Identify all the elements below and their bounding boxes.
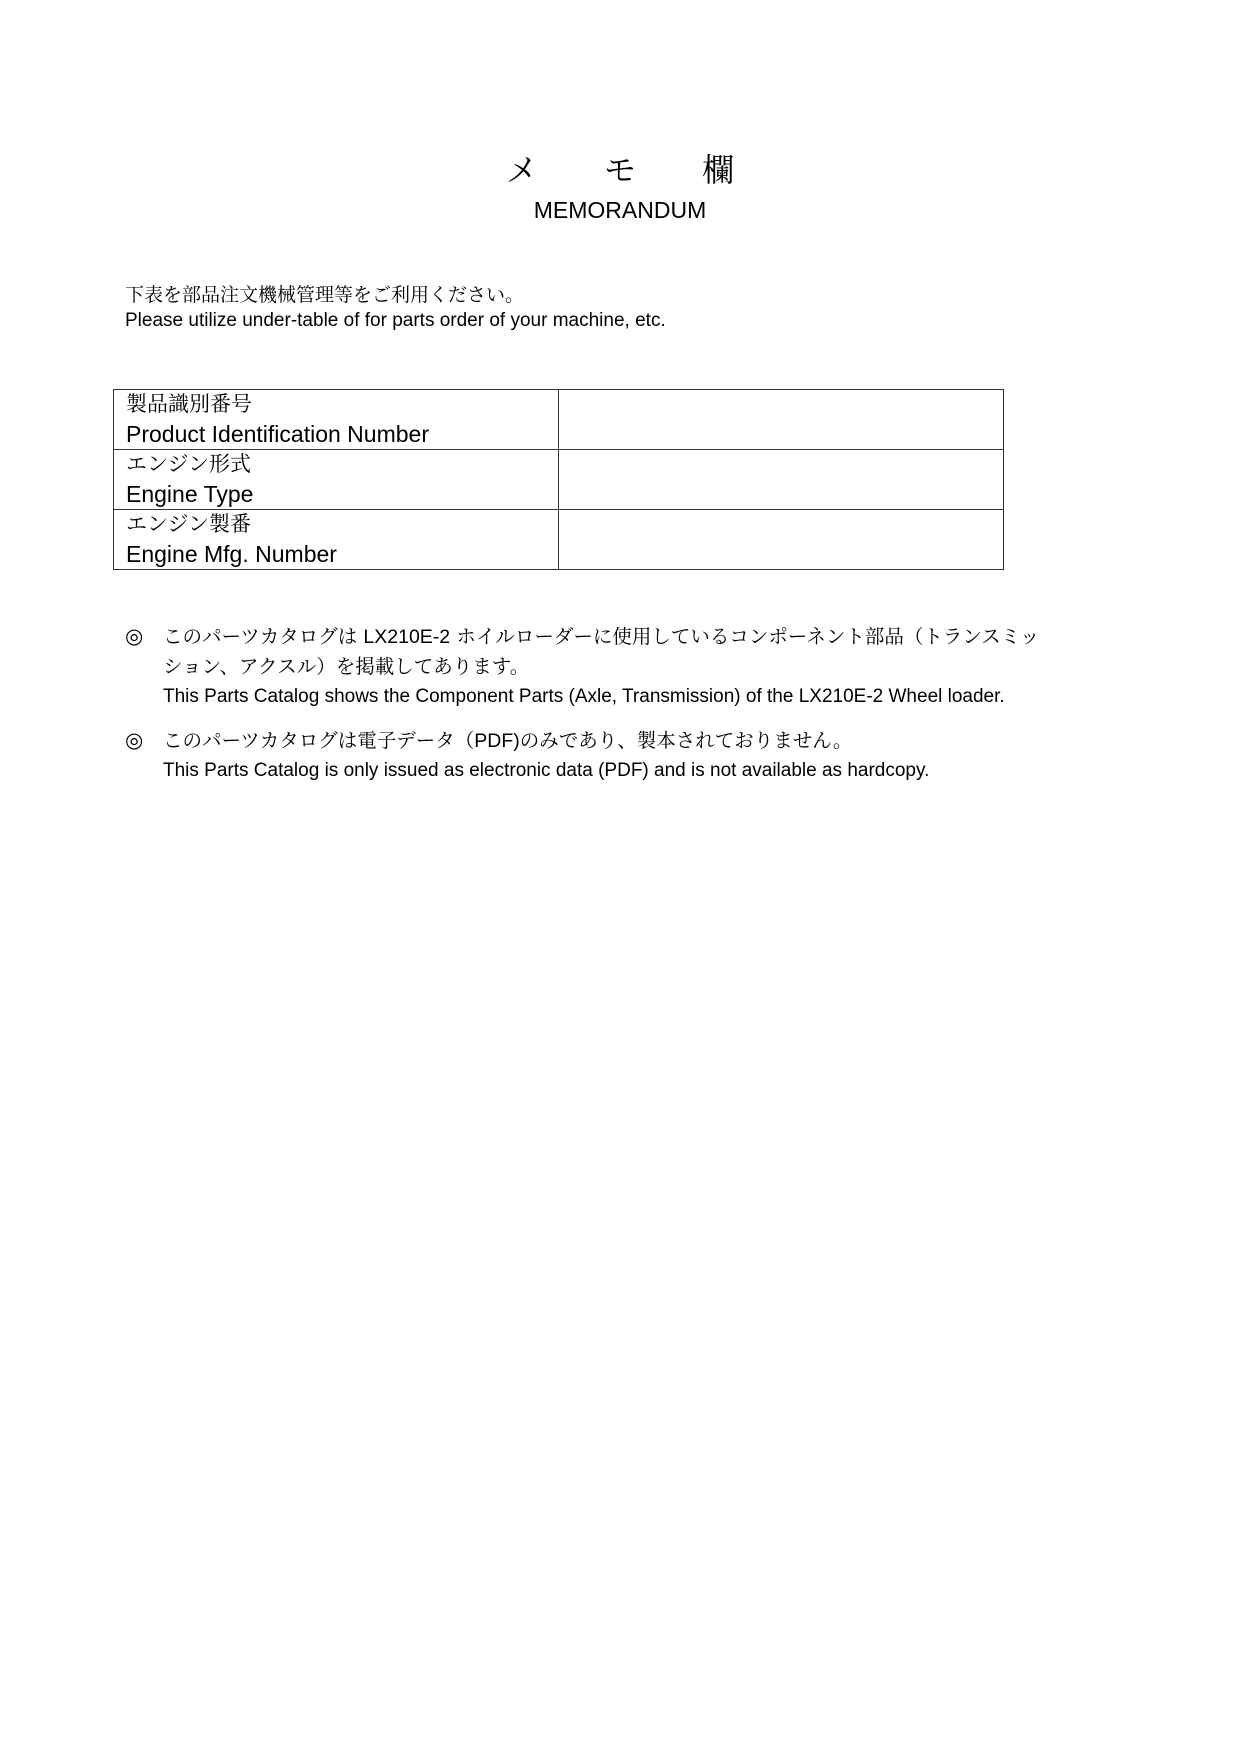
- pdf-label: PDF): [474, 730, 520, 752]
- note-text-en: This Parts Catalog is only issued as electronic data (PDF) and is not available as hardcopy.: [163, 760, 930, 781]
- table-row-product-id: [114, 390, 1004, 450]
- note-text-jp-part: ホイルローダーに使用しているコンポーネント部品（トランスミッ: [450, 625, 1040, 648]
- note-text-jp-line2: ション、アクスル）を掲載してあります。: [163, 655, 530, 678]
- note-text-jp-part: このパーツカタログは: [163, 625, 364, 648]
- page-title-en: MEMORANDUM: [533, 197, 707, 223]
- product-id-label-jp: 製品識別番号: [126, 392, 252, 416]
- note-body: [163, 726, 1123, 786]
- table-row-engine-mfg-number: [114, 510, 1004, 570]
- note-text-jp-part: このパーツカタログは電子データ（: [163, 729, 475, 752]
- note-text-jp: [163, 622, 1123, 652]
- engine-mfg-number-label-en: Engine Mfg. Number: [126, 541, 337, 567]
- engine-type-label-en: Engine Type: [126, 481, 254, 507]
- model-number: LX210E-2: [363, 626, 451, 648]
- bullseye-icon: ◎: [125, 625, 144, 648]
- engine-mfg-number-value-cell[interactable]: [559, 510, 1004, 570]
- intro-text-en: Please utilize under-table of for parts order of your machine, etc.: [125, 310, 666, 331]
- product-id-label-en: Product Identification Number: [126, 421, 429, 447]
- product-id-label: [114, 390, 559, 450]
- note-text-en: This Parts Catalog shows the Component Parts (Axle, Transmission) of the LX210E-2 Wheel loader.: [163, 686, 1005, 707]
- intro-text-jp: 下表を部品注文機械管理等をご利用ください。: [125, 284, 525, 306]
- note-text-jp: [163, 726, 1123, 756]
- note-text-jp-part: のみであり、製本されておりません。: [519, 729, 853, 752]
- intro-text: [125, 282, 1125, 334]
- engine-type-label: [114, 450, 559, 510]
- memo-table: [113, 389, 1004, 570]
- engine-mfg-number-label-jp: エンジン製番: [126, 512, 251, 536]
- engine-type-value-cell[interactable]: [559, 450, 1004, 510]
- bullseye-icon: ◎: [125, 729, 144, 752]
- engine-mfg-number-label: [114, 510, 559, 570]
- engine-type-label-jp: エンジン形式: [126, 452, 251, 476]
- note-body: [163, 622, 1123, 712]
- page-title-jp: メ モ 欄: [505, 151, 763, 189]
- table-row-engine-type: [114, 450, 1004, 510]
- product-id-value-cell[interactable]: [559, 390, 1004, 450]
